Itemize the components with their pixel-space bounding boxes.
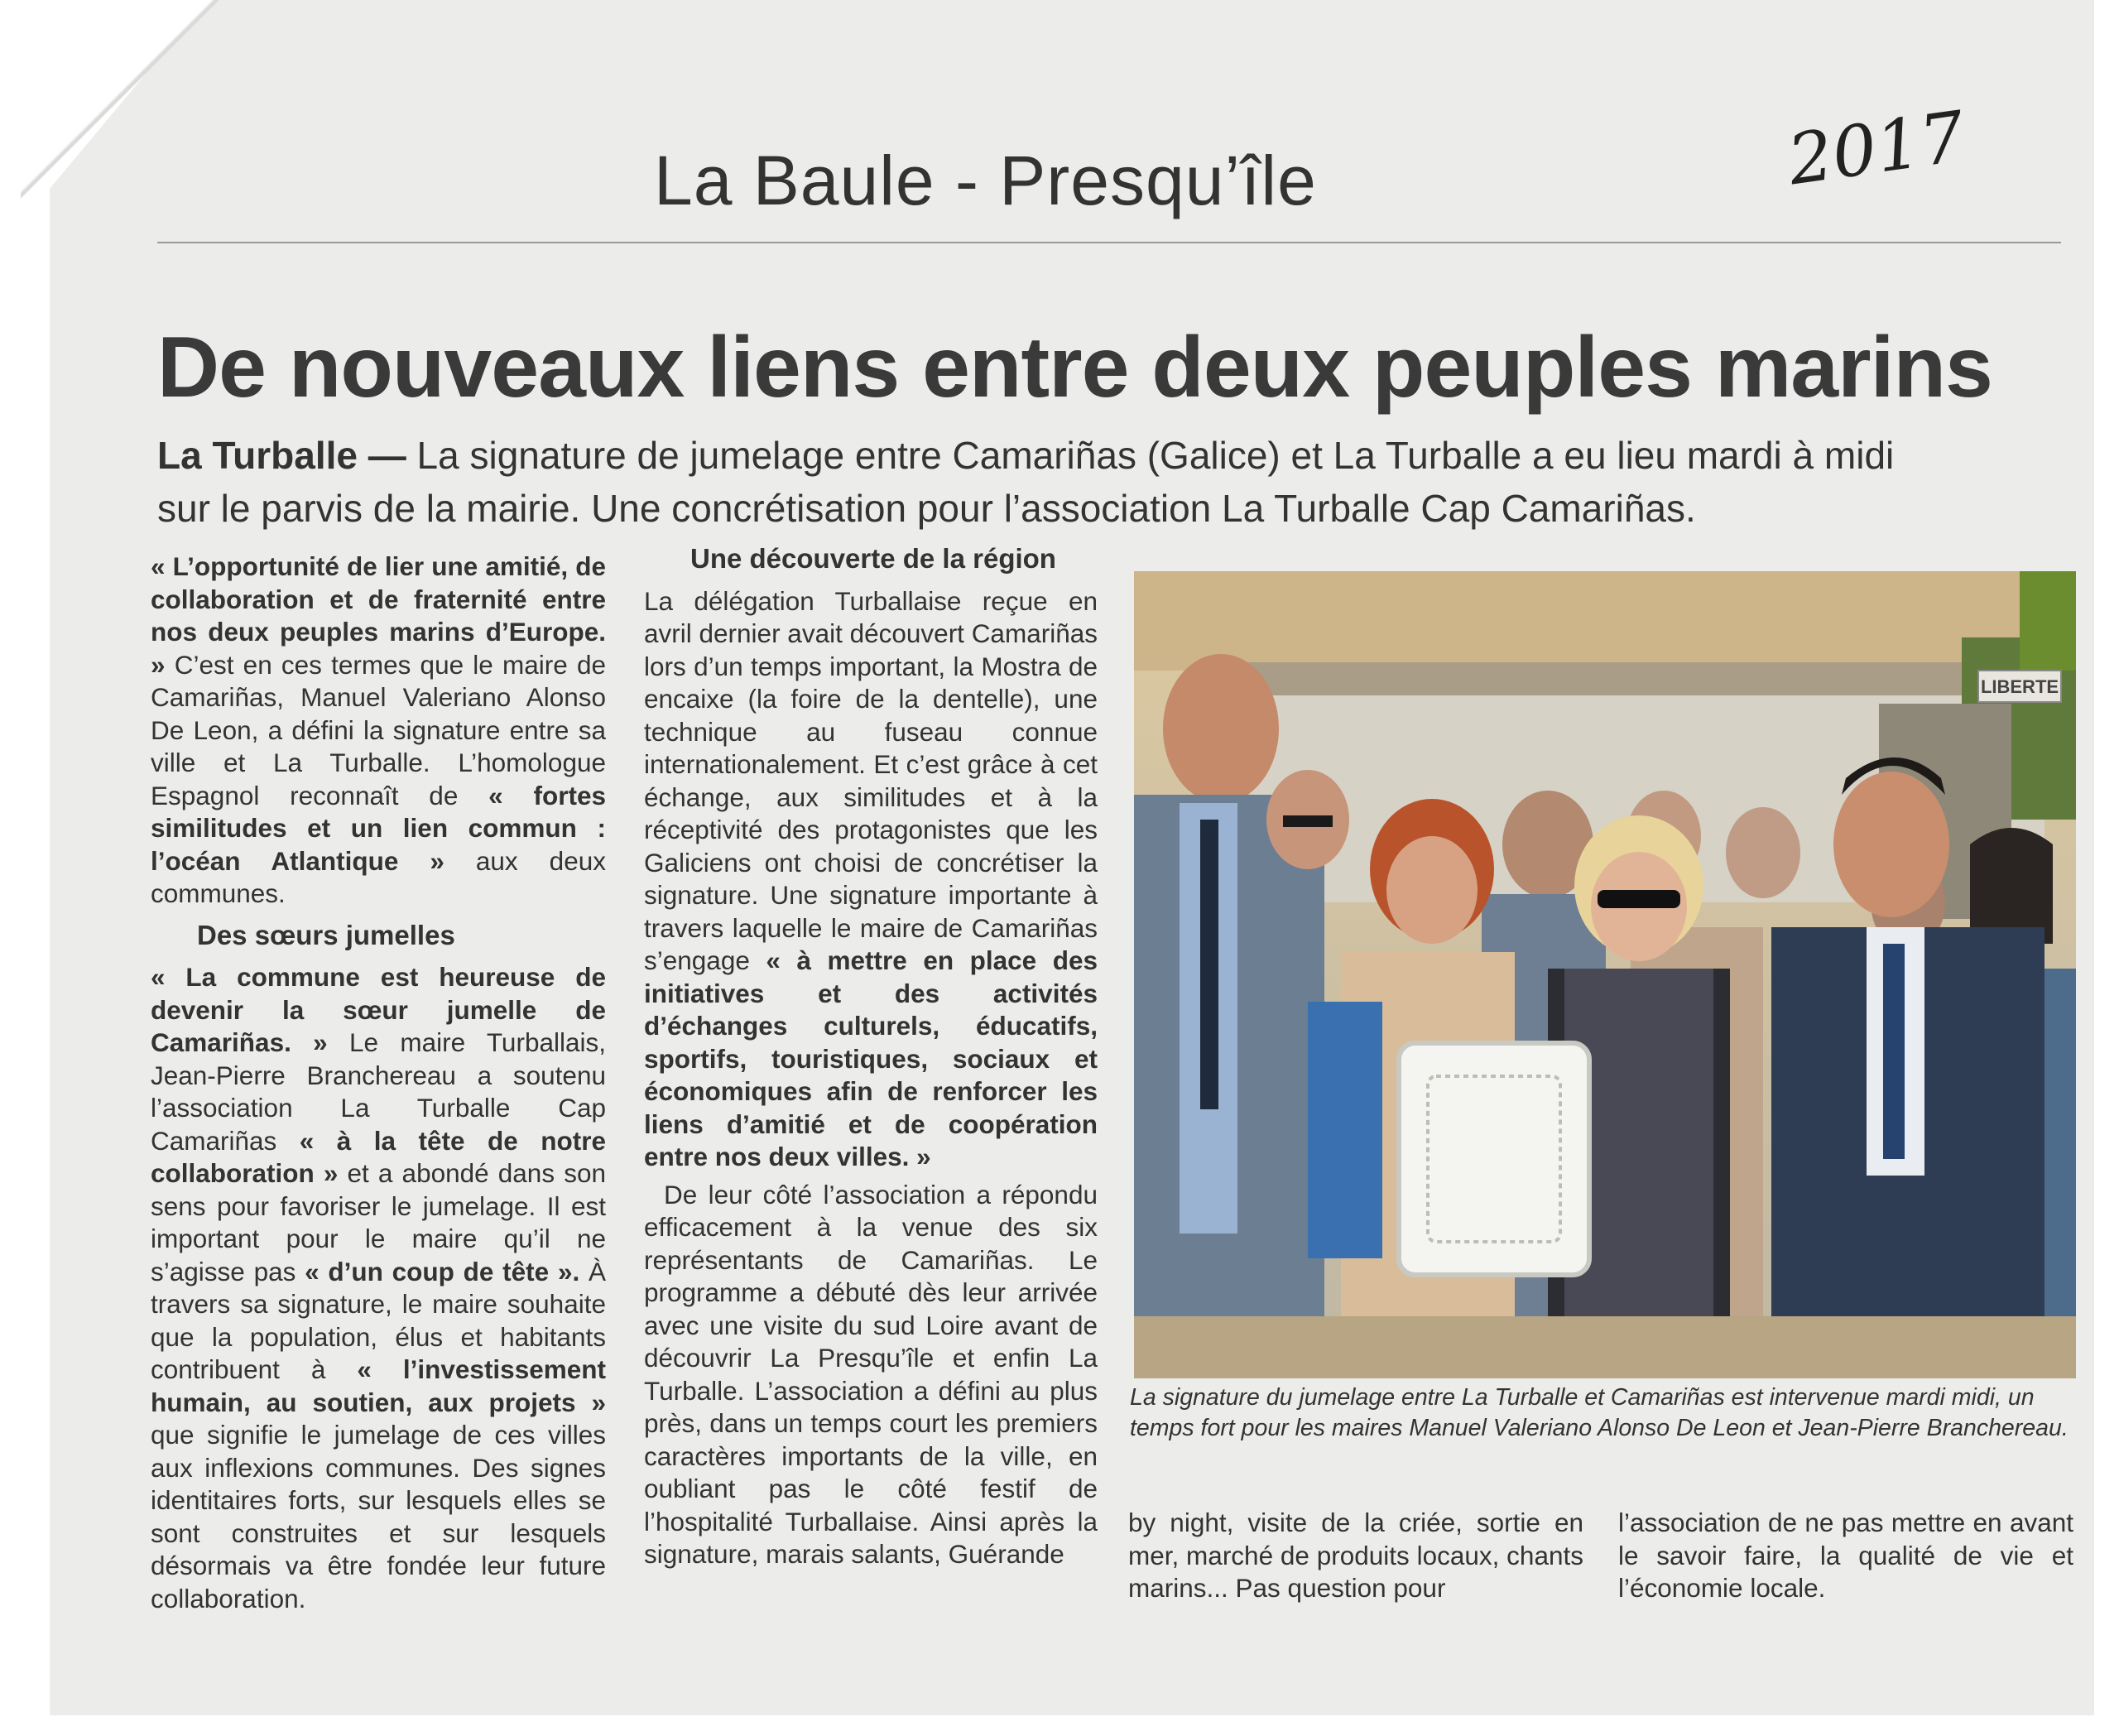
quote: « à mettre en place des initiatives et des activités d’échanges culturels, éducatifs, sportifs, touristiques, sociaux et économiques afin de renforcer les liens d’amitié et de coopération entre nos deux villes. » (644, 945, 1098, 1171)
quote: « l’investissement humain, au soutien, aux projets » (151, 1354, 606, 1417)
article-column-2 (644, 542, 1098, 1576)
paragraph-text: que signifie le jumelage de ces villes aux inflexions communes. Des signes identitaires forts, sur lesquels elles se sont construites et sur lesquels désormais va être fondée leur future collaboration. (151, 1420, 606, 1613)
photo-caption: La signature du jumelage entre La Turballe et Camariñas est intervenue mardi midi, un temps fort pour les maires Manuel Valeriano Alonso De Leon et Jean-Pierre Branchereau. (1130, 1384, 2069, 1441)
section-header: La Baule - Presqu’île (654, 142, 1317, 219)
subheading: Une découverte de la région (690, 543, 1056, 574)
photo-illustration (1134, 571, 2076, 1378)
paragraph: De leur côté l’association a répondu efficacement à la venue des six représentants de Camariñas. Le programme a débuté dès leur arrivée avec une visite du sud Loire avant de découvrir La Presqu’île et enfin La Turballe. L’association a défini au plus près, dans un temps court les premiers caractères importants de la ville, en oubliant pas le côté festif de l’hospitalité Turballaise. Ainsi après la signature, marais salants, Guérande (644, 1179, 1098, 1569)
paragraph-text: aux deux communes. (151, 845, 606, 908)
quote: « à la tête de notre collaboration » (151, 1125, 606, 1188)
quote: « fortes similitudes et un lien commun : l’océan Atlantique » (151, 780, 606, 876)
article-column-4: l’association de ne pas mettre en avant le savoir faire, la qualité de vie et l’économie locale. (1618, 1508, 2073, 1603)
quote: « d’un coup de tête ». (305, 1256, 580, 1286)
paragraph-text: et a abondé dans son sens pour favoriser le jumelage. Il est important pour le maire qu’il ne s’agisse pas (151, 1158, 606, 1286)
article-column-3: by night, visite de la criée, sortie en mer, marché de produits locaux, chants marins... Pas question pour (1128, 1508, 1583, 1603)
subheading: Des sœurs jumelles (197, 919, 455, 950)
paragraph-text: Le maire Turballais, Jean-Pierre Branchereau a soutenu l’association La Turballe Cap Camariñas (151, 1027, 606, 1156)
paragraph (151, 961, 606, 1615)
building-sign: LIBERTE (1980, 676, 2059, 697)
article-column-1 (151, 551, 606, 1620)
quote: « La commune est heureuse de devenir la sœur jumelle de Camariñas. » (151, 962, 606, 1057)
paragraph-text: C’est en ces termes que le maire de Camariñas, Manuel Valeriano Alonso De Leon, a défini la signature entre sa ville et La Turballe. L’homologue Espagnol reconnaît de (151, 649, 606, 810)
quote: « L’opportunité de lier une amitié, de collaboration et de fraternité entre nos deux peuples marins d’Europe. » (151, 551, 606, 680)
article-lede (157, 429, 1896, 535)
paragraph (644, 585, 1098, 1174)
paragraph-text: La délégation Turballaise reçue en avril dernier avait découvert Camariñas lors d’un temps important, la Mostra de encaixe (la foire de la dentelle), une technique au fuseau connue internationalement. Et c’est grâce à cet échange, aux similitudes et à la réceptivité des protagonistes que les Galiciens ont choisi de concrétiser la signature. Une signature importante à travers laquelle le maire de Camariñas s’engage (644, 585, 1098, 975)
article-photo (1134, 571, 2076, 1378)
section-divider (157, 242, 2061, 243)
article-headline: De nouveaux liens entre deux peuples marins (157, 320, 1992, 416)
paragraph-text: À travers sa signature, le maire souhaite que la population, élus et habitants contribuent à (151, 1256, 606, 1384)
lede-location: La Turballe — (157, 434, 406, 477)
lede-text: La signature de jumelage entre Camariñas (Galice) et La Turballe a eu lieu mardi à midi sur le parvis de la mairie. Une concrétisation pour l’association La Turballe Cap Camariñas. (157, 434, 1895, 530)
paragraph (151, 551, 606, 911)
handwritten-year-annotation: 2017 (1783, 95, 1970, 201)
